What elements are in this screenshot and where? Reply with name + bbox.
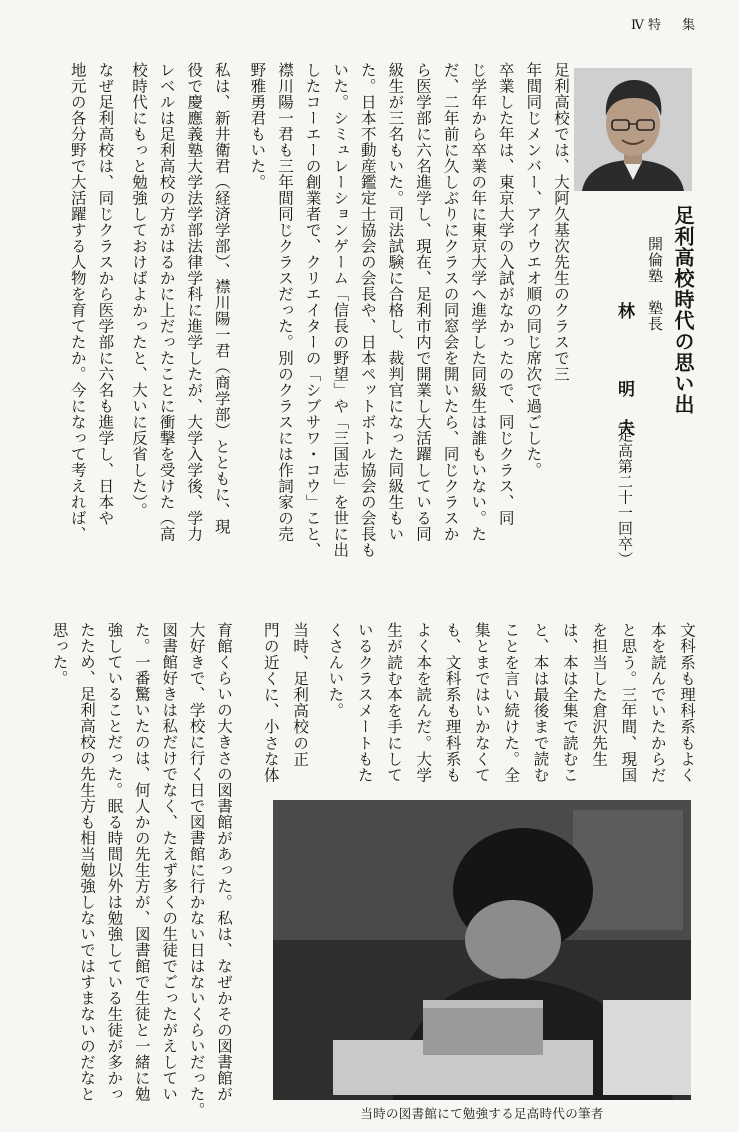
text-column: 本を読んでいたからだ [648, 622, 667, 783]
text-column: と思う。三年間、現国 [619, 622, 638, 783]
author-organization: 開倫塾 塾長 [646, 236, 664, 332]
text-column: 卒業した年は、東京大学の入試がなかったので、同じクラス、同 [496, 62, 515, 526]
text-column: 級生が三名もいた。司法試験に合格し、裁判官になった同級生もい [386, 62, 405, 542]
text-column: 地元の各分野で大活躍する人物を育てたか。今になって考えれば、 [68, 62, 87, 542]
text-column: 年間同じメンバー、アイウエオ順の同じ席次で過ごした。 [524, 62, 543, 478]
text-column: 役で慶應義塾大学法学部法律学科に進学したが、大学入学後、学力 [185, 62, 204, 542]
text-column: 門の近くに、小さな体 [261, 622, 280, 783]
text-column: と、本は最後まで読む [531, 622, 550, 783]
text-column: 校時代にもっと勉強しておけばよかったと、大いに反省した）。 [130, 62, 148, 519]
text-column: たため、足利高校の先生方も相当勉強しないではすまないのだなと [78, 622, 96, 1102]
text-column: なぜ足利高校は、同じクラスから医学部に六名も進学し、日本や [96, 62, 115, 526]
text-column: 足利高校では、大阿久基次先生のクラスで三 [552, 62, 570, 382]
text-column: くさんいた。 [326, 622, 345, 719]
author-portrait-photo [574, 68, 692, 191]
text-column: だ、二年前に久しぶりにクラスの同窓会を開いたら、同じクラスか [441, 62, 460, 542]
text-column: は、本は全集で読むこ [560, 622, 579, 783]
text-column: 強していることだった。眠る時間以外は勉強している生徒が多かっ [105, 622, 124, 1102]
text-column: 思った。 [50, 622, 69, 686]
text-column: 私は、新井衛君（経済学部）、襟川陽一君（商学部）とともに、現 [212, 62, 231, 535]
text-column: も、文科系も理科系も [443, 622, 462, 783]
text-column: いるクラスメートもた [355, 622, 374, 783]
text-column: ことを言い続けた。全 [502, 622, 521, 783]
text-column: じ学年から卒業の年に東京大学へ進学した同級生は誰もいない。た [469, 62, 488, 542]
text-column: 生が読む本を手にして [385, 622, 403, 783]
text-column: レベルは足利高校の方がはるかに上だったことに衝撃を受けた（高 [157, 62, 176, 542]
text-column: よく本を読んだ。大学 [414, 622, 433, 783]
text-column: た。一番驚いたのは、何人かの先生方が、図書館で生徒と一緒に勉 [132, 622, 151, 1102]
section-header: Ⅳ特 集 [631, 18, 699, 33]
text-column: を担当した倉沢先生 [590, 622, 609, 767]
text-column: 図書館好きは私だけでなく、たえず多くの生徒でごったがえしてい [160, 622, 179, 1102]
study-photo-illustration [273, 800, 691, 1100]
library-study-photo [273, 800, 691, 1100]
text-column: ら医学部に六名進学し、現在、足利市内で開業し大活躍している同 [414, 62, 432, 542]
text-column: 大好きで、学校に行く日で図書館に行かない日はないくらいだった。 [187, 622, 206, 1118]
author-graduation: （足高第二十一回卒） [616, 412, 634, 567]
photo-caption: 当時の図書館にて勉強する足高時代の筆者 [360, 1106, 604, 1121]
text-column: いた。シミュレーションゲーム「信長の野望」や「三国志」を世に出 [331, 62, 350, 558]
author-name: 林 明夫 [614, 302, 634, 458]
text-column: 育館くらいの大きさの図書館があった。私は、なぜかその図書館が [215, 622, 233, 1102]
portrait-illustration [574, 68, 692, 191]
text-column: 野雅勇君もいた。 [248, 62, 267, 190]
text-column: 文科系も理科系もよく [678, 622, 696, 783]
text-column: 襟川陽一君も三年間同じクラスだった。別のクラスには作詞家の売 [276, 62, 294, 542]
text-column: 集とまではいかなくて [472, 622, 491, 783]
article-title: 足利高校時代の思い出 [671, 205, 695, 415]
text-column: 当時、足利高校の正 [291, 622, 310, 767]
text-column: したコーエーの創業者で、クリエイターの「シブサワ・コウ」こと、 [303, 62, 322, 558]
text-column: た。日本不動産鑑定士協会の会長や、日本ペットボトル協会の会長も [358, 62, 377, 558]
